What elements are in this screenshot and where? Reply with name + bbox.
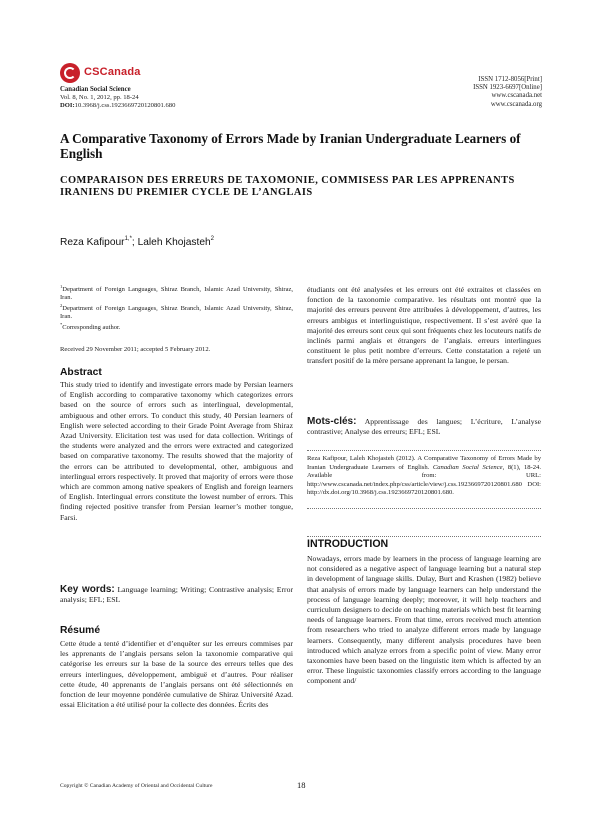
affiliations — [60, 283, 293, 332]
citation-text: Reza Kafipour, Laleh Khojasteh (2012). A Comparative Taxonomy of Errors Made by Iranian Undergraduate Learners of English. — [307, 455, 541, 471]
corresponding-sup: * — [60, 322, 63, 328]
affiliation-2 — [60, 302, 293, 321]
affiliation-1 — [60, 283, 293, 302]
resume-body-right: étudiants ont été analysées et les erreurs ont été extraites et classées en fonction de la taxonomie comparative. les résultats ont montré que la majorité des erreurs peuvent être attribuées à développement, d’autres, les erreurs ambigus et interlinguistique, respectivement. Il s’est avéré que la majorité des erreurs sont ceux qui sont fréquents chez les locuteurs natifs de inclinés parmi anglais et étrangers de l’anglais. erreurs interlingues constituent le plus petit nombre d’erreurs. Cette constatation a rejeté un transfert positif de la mère persane apprenant la langue, le persan. — [307, 285, 541, 366]
journal-name: Canadian Social Science — [60, 86, 131, 93]
resume-heading: Résumé — [60, 625, 101, 636]
mots-cles-label: Mots-clés: — [307, 416, 357, 427]
citation-divider-top — [307, 450, 541, 451]
corresponding-note — [60, 321, 293, 332]
cscanada-logo-icon — [60, 63, 80, 83]
affiliation-1-text: Department of Foreign Languages, Shiraz Branch, Islamic Azad University, Shiraz, Iran. — [60, 286, 293, 302]
affiliation-2-text: Department of Foreign Languages, Shiraz Branch, Islamic Azad University, Shiraz, Iran. — [60, 305, 293, 321]
issn-meta — [400, 76, 542, 109]
citation-url[interactable]: , 8(1), 18-24. Available from: URL: http://www.cscanada.net/index.php/css/article/view/j.css.1923669720120801.680 DOI: http://dx.doi.org/10.3968/j.css.1923669720120801.680. — [307, 463, 541, 497]
affiliation-2-sup: 2 — [60, 303, 63, 309]
citation-divider-bottom — [307, 508, 541, 509]
keywords-label: Key words: — [60, 584, 115, 595]
affiliation-1-sup: 1 — [60, 284, 63, 289]
citation-journal: Canadian Social Science — [432, 463, 503, 471]
intro-divider — [307, 536, 541, 537]
abstract-heading: Abstract — [60, 367, 102, 378]
issn-print: ISSN 1712-8056[Print] — [478, 76, 542, 83]
introduction-body: Nowadays, errors made by learners in the process of language learning are not considered as a negative aspect of language learning but a natural step in development of language skills. Dulay, Burt and Krashen (1982) believe that analysis of errors made by language learners can help understand the process of language learning deeply; moreover, it will help teachers and curriculum designers to decide on teaching materials which best fit learning needs of language learners. From that time, errors received much attention from researchers who tried to analyze different errors made by language learners. Consequently, many different analysis procedures have been introduced which analyze errors from a specific point of view. Many error taxonomies have been based on the linguistic item which is affected by an error. These linguistic taxonomies classify errors according to the language component and/ — [307, 554, 541, 686]
abstract-keywords — [60, 585, 293, 605]
received-dates: Received 29 November 2011; accepted 5 February 2012. — [60, 346, 211, 353]
doi-label: DOI: — [60, 102, 75, 110]
paper-title: A Comparative Taxonomy of Errors Made by Iranian Undergraduate Learners of English — [60, 131, 521, 161]
logo-text: CSCanada — [84, 66, 141, 78]
mots-cles-text: Apprentissage des langues; L’écriture, L’analyse contrastive; Analyse des erreurs; EFL; ESL — [307, 417, 541, 437]
journal-meta — [60, 86, 175, 111]
volume-line: Vol. 8, No. 1, 2012, pp. 18-24 — [60, 94, 139, 102]
page-number: 18 — [297, 780, 306, 790]
author-1-sup: 1,* — [124, 236, 132, 242]
resume-keywords — [307, 417, 541, 437]
copyright-footer: Copyright © Canadian Academy of Oriental and Occidental Culture — [60, 783, 213, 789]
doi-value[interactable]: 10.3968/j.css.1923669720120801.680 — [74, 102, 176, 110]
issn-online: ISSN 1923-6697[Online] — [473, 84, 542, 92]
introduction-heading: INTRODUCTION — [307, 538, 389, 550]
doi-line — [60, 102, 175, 110]
author-separator: ; — [131, 237, 138, 248]
paper-subtitle-french: COMPARAISON DES ERREURS DE TAXOMONIE, COMMISESS PAR LES APPRENANTS IRANIENS DU PREMIER CYCLE DE L’ANGLAIS — [60, 175, 515, 198]
author-2: Laleh Khojasteh — [137, 237, 211, 248]
resume-body-left: Cette étude a tenté d’identifier et d’enquêter sur les erreurs commises par les apprenants de l’anglais persans selon la taxonomie comparative qui catégorise les erreurs sur la base de la source des erreurs telles que des erreurs interlingues, développement, ambiguë et d’autres. Pour réaliser cette étude, 40 apprenants de l’anglais persans ont été sélectionnés en fonction de leur moyenne pondérée cumulative de Shiraz Université Azad. essai Elicitation a été utilisé pour la collecte des données. Écrits des — [60, 639, 293, 710]
abstract-body: This study tried to identify and investigate errors made by Persian learners of English according to comparative taxonomy which categorizes errors based on the source of errors such as interlingual, developmental, ambiguous and other errors. To conduct this study, 40 Persian learners of English were selected according to their Grade Point Average from Shiraz Azad University. Elicitation test was used for data collection. Writings of the students were analyzed and the errors were extracted and categorized based on comparative taxonomy. The results showed that the majority of the errors can be attributed to developmental, other, ambiguous and interlingual errors respectively. It proved that majority of errors were those which are common among native speakers of English and foreign learners of English. Interlingual errors constitute the lowest number of errors. This finding rejected positive transfer from Persian learner’s mother tongue, Farsi. — [60, 380, 293, 522]
site-link-net[interactable]: www.cscanada.net — [491, 92, 542, 100]
keywords-text: Language learning; Writing; Contrastive analysis; Error analysis; EFL; ESL — [60, 585, 294, 605]
authors-line — [60, 236, 214, 248]
citation-block — [307, 455, 541, 498]
author-1: Reza Kafipour — [60, 237, 125, 248]
author-2-sup: 2 — [210, 236, 214, 242]
corresponding-text: Corresponding author. — [62, 324, 121, 332]
site-link-org[interactable]: www.cscanada.org — [490, 100, 542, 108]
